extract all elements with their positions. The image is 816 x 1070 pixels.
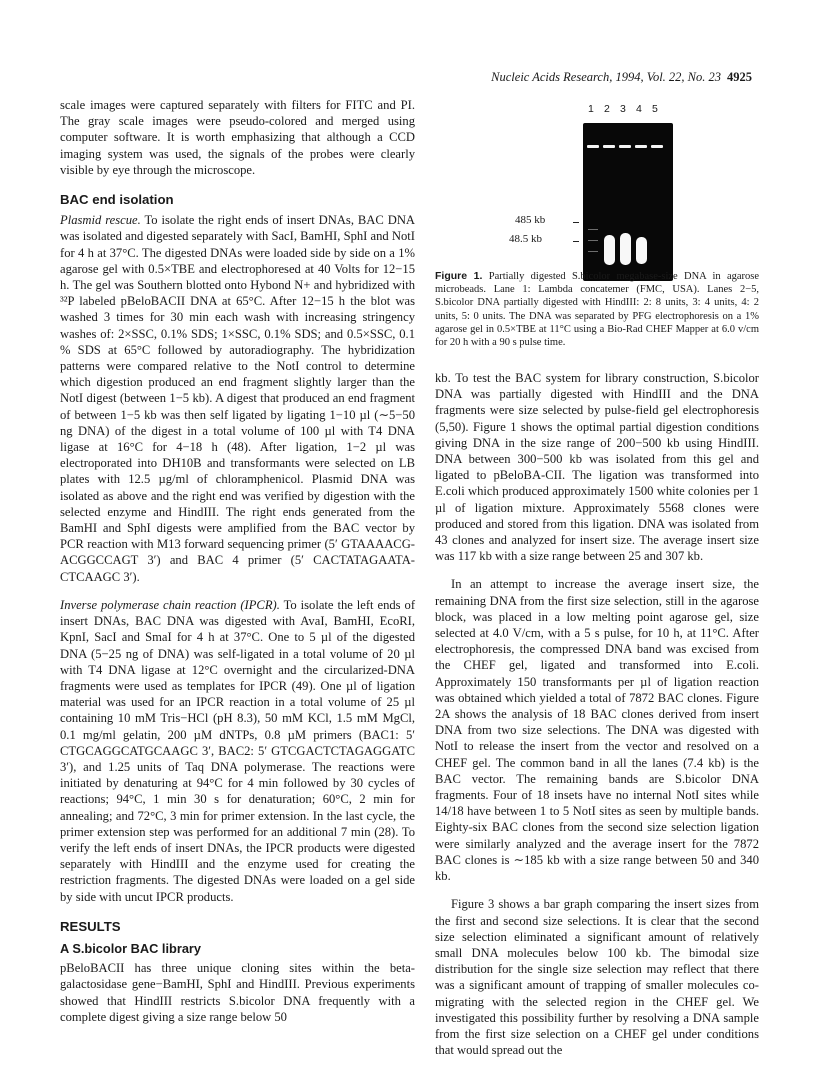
runin-ipcr: Inverse polymerase chain reaction (IPCR). [60, 597, 280, 612]
ladder-band-1 [588, 229, 598, 230]
ladder-band-3 [588, 251, 598, 252]
text-ipcr: To isolate the left ends of insert DNAs, BAC DNA was digested with AvaI, BamHI, EcoRI, KpnI, SacI and SmaI for 4 h at 37°C. One to 5 µl of the digested DNA (5−25 ng of DNA) was self-ligated in a total volume of 20 µl with T4 DNA ligase at 12°C overnight and the circularized-DNA fragments were used as templates for IPCR (49). One µl of ligation material was used for an IPCR reaction in a total volume of 25 µl containing 10 mM Tris−HCl (pH 8.3), 50 mM KCl, 1.5 mM MgCl, 0.1 mg/ml gelatin, 200 µM dNTPs, 0.8 µM primers (BAC1: 5′ CTGCAGGCATGCAAGC 3′, BAC2: 5′ GTCGACTCTAGAGGATC 3′), and 1.25 units of Taq DNA polymerase. The reactions were initiated by denaturing at 94°C for 4 min followed by 30 cycles of reactions; 94°C, 1 min 30 s for denaturation; 60°C, 2 min for annealing; and 72°C, 3 min for primer extension. In the last cycle, the primer extension step was performed for an additional 7 min (28). To verify the left ends of insert DNAs, the IPCR products were digested separately with HindIII and the enzyme used for creating the restriction fragments. The digested DNAs were loaded on a gel side by side with uncut IPCR products. [60, 597, 416, 904]
marker-tick-48kb [573, 241, 579, 242]
well-lane-1 [587, 145, 599, 148]
marker-label-485kb: 485 kb [515, 214, 546, 226]
lane-number-4: 4 [636, 103, 642, 115]
text-plasmid-rescue: To isolate the right ends of insert DNAs, BAC DNA was isolated and digested separately with SacI, BamHI, SphI and NotI for 4 h at 37°C. The digested DNAs were loaded side by side on a 1% agarose gel with 0.5×TBE and electrophoresed at 40 Volts for 12−15 h. The gel was Southern blotted onto Hybond N+ and hybridized with ³²P labeled pBeloBACII DNA at 65°C. After 12−15 h the blot was washed 3 times for 30 min each wash with increasing stringency washes of: 2×SSC, 0.1% SDS; 1×SSC, 0.1% SDS; and 0.5×SSC, 0.1 % SDS at 65°C followed by autoradiography. The hybridization patterns were compared relative to the NotI control to determine which digestion produced an end fragment slightly larger than the NotI digest (between 1−5 kb). A digest that produced an end fragment of between 1−5 kb was then self ligated by ligating 1−10 µl (∼5−50 ng DNA) of the digest in a total volume of 100 µl with T4 DNA ligase at 16°C for 4−18 h (48). After ligation, 1−2 µl was electroporated into DH10B and transformants were selected on LB plates with 12.5 µg/ml of chloramphenicol. Plasmid DNA was isolated as above and the right end was verified by digestion with the selected enzyme and HindIII. The right ends generated from the BamHI and SphI digests were amplified from the BAC vector by PCR reaction with M13 forward sequencing primer (5′ GTAAAACG-ACGGCCAGT 3′) and BAC 4 primer (5′ CACTATAGAATA-CTCAAGC 3′). [60, 213, 416, 584]
left-column [60, 97, 415, 1025]
well-lane-4 [635, 145, 647, 148]
lane-number-1: 1 [588, 103, 594, 115]
paragraph-imaging: scale images were captured separately with filters for FITC and PI. The gray scale images were pseudo-colored and merged using computer software. It is worth emphasizing that although a CCD imaging system was used, the signals of the probes were clearly visible by eye through the microscope. [60, 98, 415, 177]
ladder-band-2 [588, 240, 598, 241]
runin-plasmid-rescue: Plasmid rescue. [60, 213, 141, 228]
smear-lane-3 [620, 233, 631, 265]
figure-1-gel [435, 95, 759, 275]
journal-citation: Nucleic Acids Research, 1994, Vol. 22, No. 23 [491, 70, 721, 84]
well-lane-2 [603, 145, 615, 148]
paragraph-library: pBeloBACII has three unique cloning sites within the beta-galactosidase gene−BamHI, SphI and HindIII. Previous experiments showed that HindIII restricts S.bicolor DNA frequently with a complete digest giving a size range below 50 [60, 961, 415, 1024]
subheading-library: A S.bicolor BAC library [60, 940, 202, 956]
marker-tick-485kb [573, 222, 579, 223]
lane-number-3: 3 [620, 103, 626, 115]
running-header [491, 70, 752, 85]
caption-text: Partially digested S.bicolor megabase-size DNA in agarose microbeads. Lane 1: Lambda concatemer (FMC, USA). Lanes 2−5, S.bicolor DNA partially digested with HindIII: 2: 8 units, 3: 4 units, 4: 2 units, 5: 0 units. The DNA was separated by PFG electrophoresis on a 1% agarose gel in 0.5×TBE at 11°C using a Bio-Rad CHEF Mapper at 6.0 v/cm for 20 h with a 90 s pulse time. [435, 271, 760, 349]
paragraph-ipcr [60, 597, 415, 905]
section-heading-results: RESULTS [60, 918, 121, 934]
paragraph-size-selection-1: kb. To test the BAC system for library construction, S.bicolor DNA was partially digested with HindIII and the DNA fragments were size selected by pulse-field gel electrophoresis (5,50). Figure 1 shows the optimal partial digestion conditions giving DNA in the size range of 200−500 kb using HindIII. DNA between 300−500 kb was isolated from this gel and ligated to pBeloBA-CII. The ligation was transformed into E.coli which produced approximately 1500 white colonies per 1 µl of ligation mixture. Approximately 5568 clones were produced and stored from this ligation. DNA was isolated from 43 clones and analyzed for insert size. The average insert size was 117 kb with a size range between 25 and 307 kb. [435, 371, 759, 564]
caption-label: Figure 1. [435, 270, 483, 282]
paragraph-figure-3: Figure 3 shows a bar graph comparing the insert sizes from the first and second size selections. It is clear that the second size selection eliminated a significant amount of relatively small DNA molecules below 100 kb. The bimodal size distribution for the single size selection may reflect that there was a significant amount of trapping of smaller molecules co-migrating with the selected region in the CHEF gel. We investigated this possibility further by resolving a DNA sample from the first size selection on a CHEF gel under conditions that would spread out the [435, 897, 759, 1058]
gel-image [583, 123, 673, 281]
well-lane-3 [619, 145, 631, 148]
right-column [435, 370, 759, 1058]
lane-number-2: 2 [604, 103, 610, 115]
paragraph-size-selection-2: In an attempt to increase the average insert size, the remaining DNA from the first size selection, still in the agarose block, was placed in a low melting point agarose gel, size selected at 4.0 V/cm, with a 5 s pulse, for 10 h, at 11°C. After electrophoresis, the compressed DNA band was excised from the CHEF gel, ligated and transformed into E.coli. Approximately 150 transformants per µl of ligation reaction was obtained which yielded a total of 7872 BAC clones. Figure 2A shows the analysis of 18 BAC clones derived from insert DNA from two size selections. The DNA was digested with NotI to release the insert from the vector and resolved on a CHEF gel. The common band in all the lanes (7.4 kb) is the BAC vector. The remaining bands are S.bicolor DNA fragments. Four of 18 insets have no internal NotI sites while 14/18 have between 1 to 5 NotI sites as seen by multiple bands. Eighty-six BAC clones from the second size selection ligation were similarly analyzed and the average insert for the 7872 BAC clones is ∼185 kb with a size range between 50 and 340 kb. [435, 577, 759, 884]
marker-label-48kb: 48.5 kb [509, 233, 542, 245]
well-lane-5 [651, 145, 663, 148]
page-number: 4925 [727, 70, 752, 84]
smear-lane-2 [604, 235, 615, 265]
smear-lane-4 [636, 237, 647, 264]
lane-number-5: 5 [652, 103, 658, 115]
section-heading-bac-end: BAC end isolation [60, 192, 174, 208]
figure-1-caption [435, 270, 759, 349]
paragraph-plasmid-rescue [60, 212, 415, 585]
